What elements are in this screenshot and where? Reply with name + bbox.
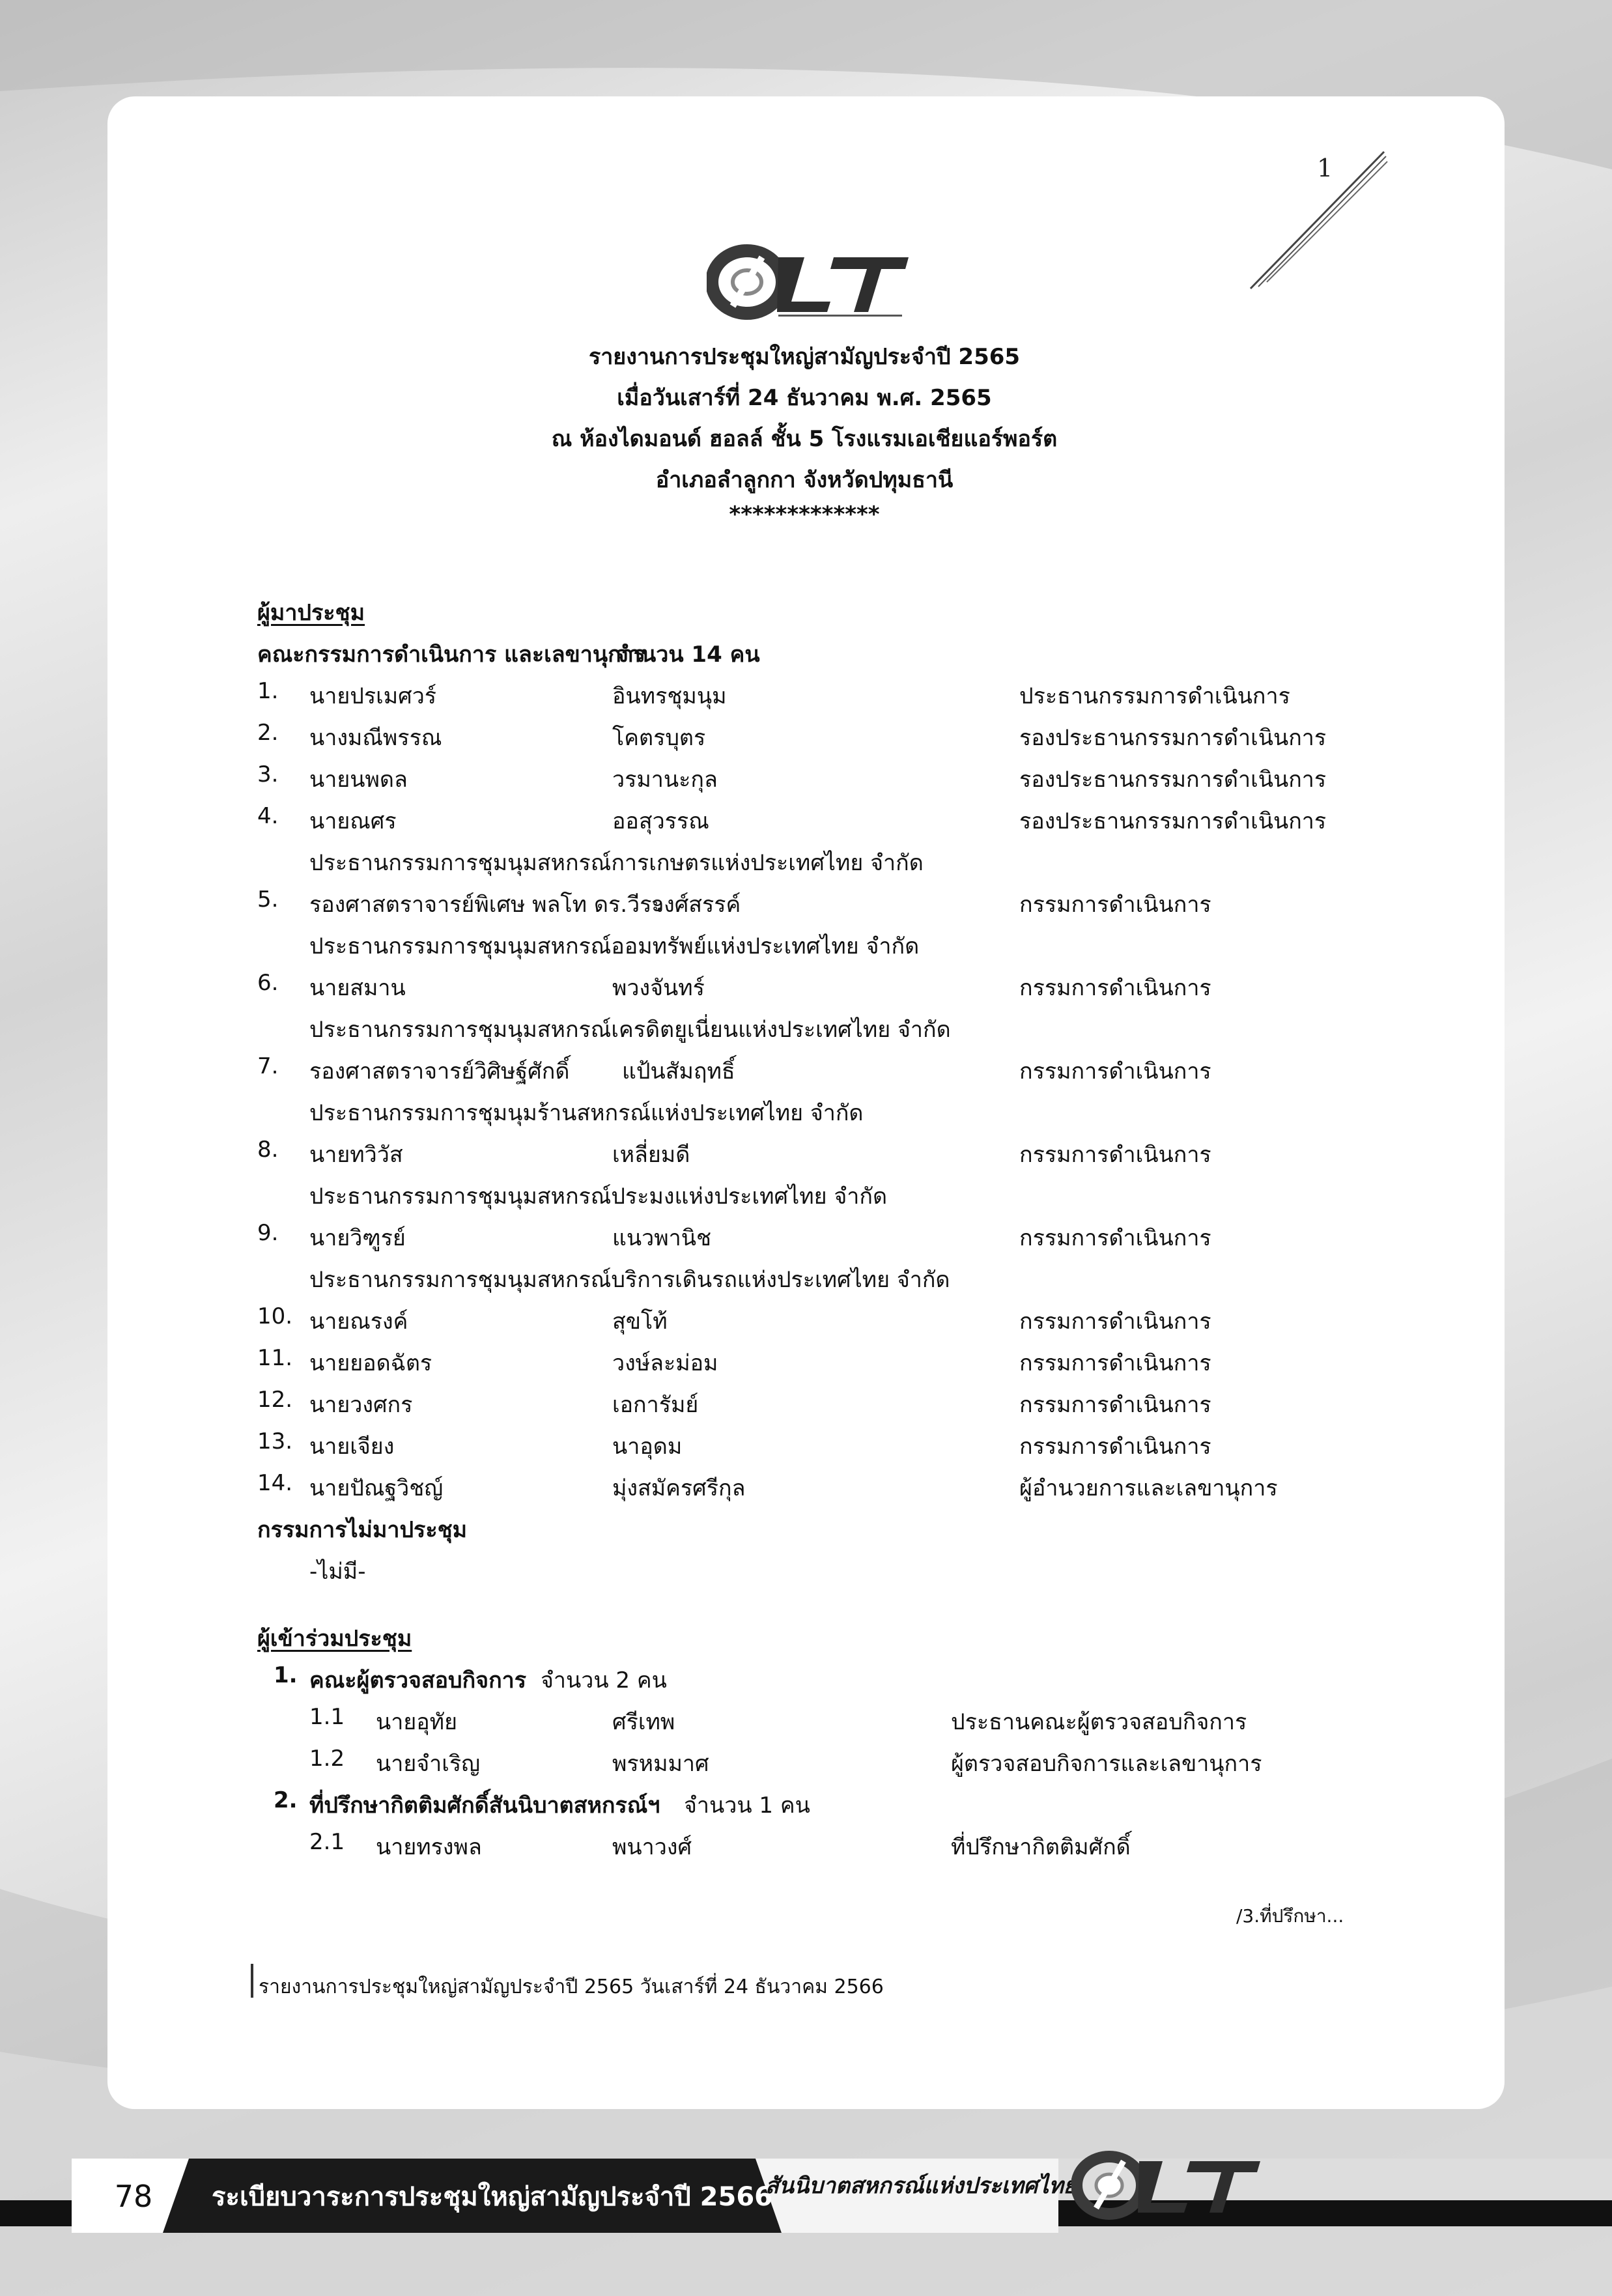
member-first-name: รองศาสตราจารย์พิเศษ พลโท ดร.วีระ xyxy=(309,892,664,918)
member-note: ประธานกรรมการชุมนุมสหกรณ์การเกษตรแห่งประเทศไทย จำกัด xyxy=(309,850,924,876)
clt-logo xyxy=(707,244,915,322)
member-role: รองประธานกรรมการดำเนินการ xyxy=(1019,725,1327,751)
member-note: ประธานกรรมการชุมนุมร้านสหกรณ์แห่งประเทศไทย จำกัด xyxy=(309,1100,864,1126)
member-last-name: วงศ์สรรค์ xyxy=(651,892,741,918)
participant-role: ประธานคณะผู้ตรวจสอบกิจการ xyxy=(951,1709,1247,1735)
committee-count: จำนวน 14 คน xyxy=(615,642,760,668)
member-last-name: อินทรชุมนุม xyxy=(612,683,727,709)
member-note: ประธานกรรมการชุมนุมสหกรณ์เครดิตยูเนี่ยนแห่งประเทศไทย จำกัด xyxy=(309,1017,951,1043)
participant-no: 1.1 xyxy=(309,1704,345,1730)
group-title: ที่ปรึกษากิตติมศักดิ์สันนิบาตสหกรณ์ฯ xyxy=(309,1793,660,1819)
member-no: 4. xyxy=(257,803,279,829)
group-count: จำนวน 1 คน xyxy=(684,1793,810,1819)
committee-heading: คณะกรรมการดำเนินการ และเลขานุการ xyxy=(257,642,646,668)
participant-last-name: พรหมมาศ xyxy=(612,1751,709,1777)
member-note: ประธานกรรมการชุมนุมสหกรณ์บริการเดินรถแห่งประเทศไทย จำกัด xyxy=(309,1267,950,1293)
member-note: ประธานกรรมการชุมนุมสหกรณ์ประมงแห่งประเทศไทย จำกัด xyxy=(309,1183,888,1210)
member-no: 5. xyxy=(257,886,279,913)
member-role: รองประธานกรรมการดำเนินการ xyxy=(1019,808,1327,834)
member-role: กรรมการดำเนินการ xyxy=(1019,892,1211,918)
participant-no: 2.1 xyxy=(309,1829,345,1855)
report-date: เมื่อวันเสาร์ที่ 24 ธันวาคม พ.ศ. 2565 xyxy=(617,385,992,411)
member-last-name: แป้นสัมฤทธิ์ xyxy=(622,1058,735,1084)
member-role: กรรมการดำเนินการ xyxy=(1019,1350,1211,1376)
group-no: 1. xyxy=(274,1662,298,1688)
participant-last-name: ศรีเทพ xyxy=(612,1709,675,1735)
member-last-name: พวงจันทร์ xyxy=(612,975,705,1001)
group-count: จำนวน 2 คน xyxy=(541,1667,667,1694)
member-no: 10. xyxy=(257,1303,293,1329)
member-no: 8. xyxy=(257,1137,279,1163)
member-first-name: นายเจียง xyxy=(309,1434,395,1460)
footer-divider xyxy=(251,1964,253,1998)
member-first-name: นายณศร xyxy=(309,808,397,834)
participant-first-name: นายอุทัย xyxy=(376,1709,458,1735)
member-last-name: วรมานะกุล xyxy=(612,767,718,793)
footer-org-name: สันนิบาตสหกรณ์แห่งประเทศไทย xyxy=(765,2173,1077,2199)
participant-role: ที่ปรึกษากิตติมศักดิ์ xyxy=(951,1834,1131,1860)
participant-first-name: นายทรงพล xyxy=(376,1834,482,1860)
attendees-heading: ผู้มาประชุม xyxy=(257,600,365,626)
member-first-name: นายสมาน xyxy=(309,975,406,1001)
member-last-name: ออสุวรรณ xyxy=(612,808,709,834)
member-last-name: แนวพานิช xyxy=(612,1225,712,1251)
member-no: 3. xyxy=(257,761,279,787)
member-no: 7. xyxy=(257,1053,279,1079)
participant-role: ผู้ตรวจสอบกิจการและเลขานุการ xyxy=(951,1751,1262,1777)
member-no: 9. xyxy=(257,1220,279,1246)
member-first-name: นายปัณฐวิชญ์ xyxy=(309,1475,444,1501)
member-last-name: โคตรบุตร xyxy=(612,725,706,751)
report-title: รายงานการประชุมใหญ่สามัญประจำปี 2565 xyxy=(588,344,1021,370)
member-no: 6. xyxy=(257,970,279,996)
page-number: 1 xyxy=(1317,154,1333,182)
group-title: คณะผู้ตรวจสอบกิจการ xyxy=(309,1667,527,1694)
member-last-name: มุ่งสมัครศรีกุล xyxy=(612,1475,746,1501)
group-no: 2. xyxy=(274,1787,298,1813)
member-last-name: เอการัมย์ xyxy=(612,1392,699,1418)
member-first-name: นางมณีพรรณ xyxy=(309,725,442,751)
member-no: 13. xyxy=(257,1428,293,1454)
member-no: 11. xyxy=(257,1345,293,1371)
member-last-name: สุขโท้ xyxy=(612,1309,668,1335)
member-no: 14. xyxy=(257,1470,293,1496)
member-role: กรรมการดำเนินการ xyxy=(1019,1225,1211,1251)
member-note: ประธานกรรมการชุมนุมสหกรณ์ออมทรัพย์แห่งประเทศไทย จำกัด xyxy=(309,933,920,959)
member-first-name: นายปรเมศวร์ xyxy=(309,683,437,709)
member-first-name: นายวิฑูรย์ xyxy=(309,1225,406,1251)
member-role: กรรมการดำเนินการ xyxy=(1019,1434,1211,1460)
participant-first-name: นายจำเริญ xyxy=(376,1751,481,1777)
clt-logo-footer xyxy=(1071,2149,1267,2221)
footer-report-text: รายงานการประชุมใหญ่สามัญประจำปี 2565 วันเสาร์ที่ 24 ธันวาคม 2566 xyxy=(259,1976,884,1998)
continued-note: /3.ที่ปรึกษา... xyxy=(1236,1905,1344,1927)
report-location: อำเภอลำลูกกา จังหวัดปทุมธานี xyxy=(655,467,954,493)
member-no: 2. xyxy=(257,720,279,746)
member-role: กรรมการดำเนินการ xyxy=(1019,1309,1211,1335)
participant-last-name: พนาวงศ์ xyxy=(612,1834,692,1860)
member-first-name: นายทวิวัส xyxy=(309,1142,403,1168)
member-first-name: นายนพดล xyxy=(309,767,408,793)
member-role: กรรมการดำเนินการ xyxy=(1019,975,1211,1001)
member-role: รองประธานกรรมการดำเนินการ xyxy=(1019,767,1327,793)
footer-page-number: 78 xyxy=(114,2179,153,2214)
member-first-name: นายณรงค์ xyxy=(309,1309,408,1335)
member-role: กรรมการดำเนินการ xyxy=(1019,1392,1211,1418)
member-last-name: นาอุดม xyxy=(612,1434,683,1460)
absent-heading: กรรมการไม่มาประชุม xyxy=(257,1517,468,1543)
member-role: ประธานกรรมการดำเนินการ xyxy=(1019,683,1290,709)
absent-value: -ไม่มี- xyxy=(309,1559,366,1585)
member-no: 1. xyxy=(257,678,279,704)
member-first-name: นายวงศกร xyxy=(309,1392,413,1418)
participant-no: 1.2 xyxy=(309,1746,345,1772)
report-venue: ณ ห้องไดมอนด์ ฮอลล์ ชั้น 5 โรงแรมเอเชียแอร์พอร์ต xyxy=(551,426,1058,452)
member-no: 12. xyxy=(257,1387,293,1413)
header-stars: ************* xyxy=(729,502,880,528)
member-last-name: เหลี่ยมดี xyxy=(612,1142,690,1168)
pen-strokes-icon xyxy=(1244,149,1394,298)
participants-heading: ผู้เข้าร่วมประชุม xyxy=(257,1626,412,1652)
member-first-name: รองศาสตราจารย์วิศิษฐ์ศักดิ์ xyxy=(309,1058,570,1084)
footer-agenda-title: ระเบียบวาระการประชุมใหญ่สามัญประจำปี 2566 xyxy=(212,2182,772,2212)
member-last-name: วงษ์ละม่อม xyxy=(612,1350,718,1376)
member-first-name: นายยอดฉัตร xyxy=(309,1350,432,1376)
member-role: ผู้อำนวยการและเลขานุการ xyxy=(1019,1475,1278,1501)
member-role: กรรมการดำเนินการ xyxy=(1019,1058,1211,1084)
member-role: กรรมการดำเนินการ xyxy=(1019,1142,1211,1168)
